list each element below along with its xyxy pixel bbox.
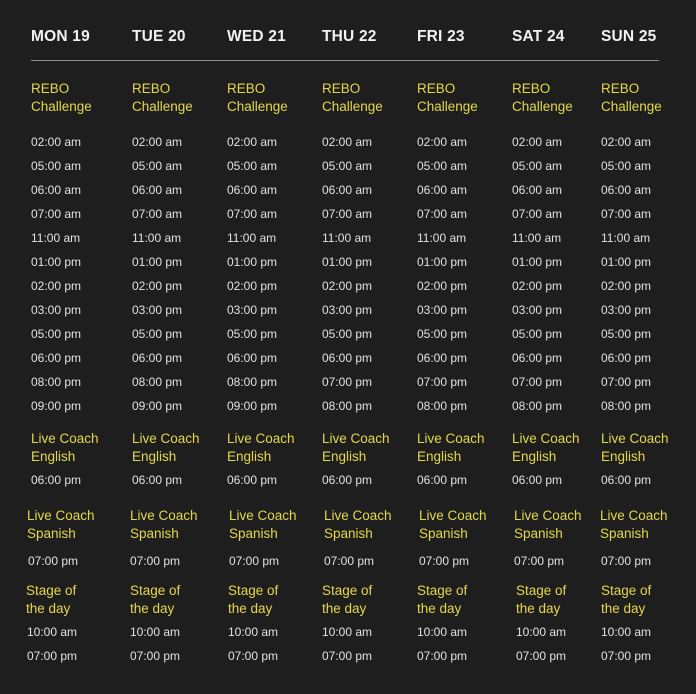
- rebo-time-slot: 01:00 pm: [417, 255, 468, 269]
- english-time-slot: 06:00 pm: [417, 473, 468, 487]
- live-coach-english-title-line2: English: [227, 449, 272, 464]
- live-coach-english-title: [132, 430, 200, 466]
- rebo-challenge-title: [31, 80, 92, 116]
- rebo-time-slot: 03:00 pm: [132, 303, 183, 317]
- live-coach-spanish-title: [514, 507, 582, 543]
- rebo-time-slot: 05:00 pm: [417, 327, 468, 341]
- stage-time-slot: 07:00 pm: [322, 649, 373, 663]
- stage-of-the-day-title-line2: the day: [601, 601, 646, 616]
- rebo-time-slot: 03:00 pm: [417, 303, 468, 317]
- live-coach-spanish-title-line2: Spanish: [419, 526, 468, 541]
- rebo-time-slot: 02:00 pm: [322, 279, 373, 293]
- rebo-time-slot: 01:00 pm: [31, 255, 82, 269]
- live-coach-spanish-title-line1: Live Coach: [27, 508, 95, 523]
- rebo-time-slot: 05:00 am: [227, 159, 278, 173]
- rebo-time-slot: 05:00 am: [601, 159, 652, 173]
- live-coach-english-title-line2: English: [31, 449, 76, 464]
- stage-of-the-day-title-line2: the day: [26, 601, 71, 616]
- header-divider: [31, 60, 659, 61]
- rebo-time-slot: 09:00 pm: [132, 399, 183, 413]
- stage-time-slot: 10:00 am: [27, 625, 78, 639]
- rebo-challenge-title-line2: Challenge: [31, 99, 92, 114]
- rebo-time-slot: 07:00 pm: [417, 375, 468, 389]
- stage-of-the-day-title: [130, 582, 180, 618]
- rebo-time-slot: 07:00 am: [132, 207, 183, 221]
- rebo-time-slot: 06:00 am: [417, 183, 468, 197]
- live-coach-english-title: [512, 430, 580, 466]
- day-header: THU 22: [322, 28, 377, 45]
- rebo-challenge-title-line2: Challenge: [132, 99, 193, 114]
- rebo-time-slot: 05:00 pm: [512, 327, 563, 341]
- rebo-time-slot: 07:00 am: [227, 207, 278, 221]
- live-coach-spanish-title-line1: Live Coach: [600, 508, 668, 523]
- live-coach-english-title-line2: English: [512, 449, 557, 464]
- stage-of-the-day-title-line1: Stage of: [130, 583, 181, 598]
- rebo-challenge-title: [601, 80, 662, 116]
- rebo-time-slot: 08:00 pm: [322, 399, 373, 413]
- stage-of-the-day-title: [322, 582, 372, 618]
- live-coach-spanish-title-line1: Live Coach: [514, 508, 582, 523]
- rebo-time-slot: 02:00 am: [322, 135, 373, 149]
- spanish-time-slot: 07:00 pm: [28, 554, 79, 568]
- rebo-challenge-title-line2: Challenge: [512, 99, 573, 114]
- stage-of-the-day-title: [26, 582, 76, 618]
- rebo-challenge-title-line1: REBO: [601, 81, 640, 96]
- rebo-challenge-title: [512, 80, 573, 116]
- stage-of-the-day-title-line2: the day: [322, 601, 367, 616]
- stage-of-the-day-title-line2: the day: [228, 601, 273, 616]
- rebo-time-slot: 05:00 pm: [322, 327, 373, 341]
- spanish-time-slot: 07:00 pm: [324, 554, 375, 568]
- live-coach-spanish-title-line2: Spanish: [130, 526, 179, 541]
- stage-of-the-day-title: [601, 582, 651, 618]
- rebo-challenge-title-line2: Challenge: [601, 99, 662, 114]
- rebo-time-slot: 08:00 pm: [512, 399, 563, 413]
- stage-time-slot: 10:00 am: [516, 625, 567, 639]
- stage-of-the-day-title-line2: the day: [417, 601, 462, 616]
- rebo-time-slot: 11:00 am: [132, 231, 182, 245]
- rebo-time-slot: 01:00 pm: [227, 255, 278, 269]
- live-coach-spanish-title: [27, 507, 95, 543]
- rebo-challenge-title: [132, 80, 193, 116]
- rebo-time-slot: 07:00 am: [417, 207, 468, 221]
- live-coach-english-title: [417, 430, 485, 466]
- live-coach-spanish-title-line2: Spanish: [324, 526, 373, 541]
- rebo-time-slot: 06:00 am: [132, 183, 183, 197]
- stage-of-the-day-title: [228, 582, 278, 618]
- rebo-time-slot: 06:00 pm: [227, 351, 278, 365]
- rebo-time-slot: 05:00 pm: [227, 327, 278, 341]
- english-time-slot: 06:00 pm: [601, 473, 652, 487]
- rebo-time-slot: 03:00 pm: [512, 303, 563, 317]
- day-header: WED 21: [227, 28, 286, 45]
- day-header: MON 19: [31, 28, 90, 45]
- rebo-time-slot: 11:00 am: [31, 231, 81, 245]
- live-coach-spanish-title: [600, 507, 668, 543]
- rebo-time-slot: 07:00 am: [512, 207, 563, 221]
- rebo-time-slot: 06:00 pm: [132, 351, 183, 365]
- live-coach-spanish-title: [419, 507, 487, 543]
- rebo-time-slot: 11:00 am: [512, 231, 562, 245]
- stage-time-slot: 10:00 am: [322, 625, 373, 639]
- live-coach-spanish-title-line2: Spanish: [600, 526, 649, 541]
- rebo-challenge-title-line1: REBO: [417, 81, 456, 96]
- stage-time-slot: 07:00 pm: [27, 649, 78, 663]
- rebo-time-slot: 06:00 am: [322, 183, 373, 197]
- live-coach-spanish-title: [229, 507, 297, 543]
- live-coach-spanish-title: [130, 507, 198, 543]
- day-header: FRI 23: [417, 28, 465, 45]
- rebo-time-slot: 02:00 pm: [601, 279, 652, 293]
- live-coach-english-title-line2: English: [132, 449, 177, 464]
- stage-of-the-day-title: [516, 582, 566, 618]
- rebo-time-slot: 01:00 pm: [322, 255, 373, 269]
- live-coach-english-title-line1: Live Coach: [132, 431, 200, 446]
- live-coach-english-title-line2: English: [417, 449, 462, 464]
- day-header: SUN 25: [601, 28, 657, 45]
- rebo-time-slot: 02:00 pm: [132, 279, 183, 293]
- rebo-time-slot: 03:00 pm: [227, 303, 278, 317]
- stage-time-slot: 07:00 pm: [417, 649, 468, 663]
- rebo-challenge-title-line2: Challenge: [322, 99, 383, 114]
- live-coach-english-title-line2: English: [601, 449, 646, 464]
- rebo-time-slot: 06:00 am: [227, 183, 278, 197]
- rebo-challenge-title-line2: Challenge: [417, 99, 478, 114]
- rebo-time-slot: 08:00 pm: [132, 375, 183, 389]
- spanish-time-slot: 07:00 pm: [601, 554, 652, 568]
- rebo-time-slot: 09:00 pm: [31, 399, 82, 413]
- spanish-time-slot: 07:00 pm: [229, 554, 280, 568]
- rebo-time-slot: 08:00 pm: [417, 399, 468, 413]
- spanish-time-slot: 07:00 pm: [419, 554, 470, 568]
- rebo-time-slot: 02:00 pm: [417, 279, 468, 293]
- rebo-time-slot: 07:00 pm: [601, 375, 652, 389]
- english-time-slot: 06:00 pm: [322, 473, 373, 487]
- rebo-time-slot: 05:00 am: [417, 159, 468, 173]
- rebo-time-slot: 06:00 pm: [417, 351, 468, 365]
- live-coach-english-title-line1: Live Coach: [601, 431, 669, 446]
- stage-of-the-day-title-line1: Stage of: [516, 583, 567, 598]
- english-time-slot: 06:00 pm: [227, 473, 278, 487]
- rebo-time-slot: 03:00 pm: [601, 303, 652, 317]
- rebo-time-slot: 06:00 am: [601, 183, 652, 197]
- rebo-time-slot: 05:00 pm: [31, 327, 82, 341]
- rebo-time-slot: 03:00 pm: [31, 303, 82, 317]
- rebo-time-slot: 07:00 pm: [322, 375, 373, 389]
- rebo-challenge-title-line1: REBO: [132, 81, 171, 96]
- rebo-challenge-title: [227, 80, 288, 116]
- stage-time-slot: 10:00 am: [417, 625, 468, 639]
- rebo-time-slot: 11:00 am: [601, 231, 651, 245]
- live-coach-spanish-title: [324, 507, 392, 543]
- english-time-slot: 06:00 pm: [512, 473, 563, 487]
- stage-of-the-day-title-line1: Stage of: [322, 583, 373, 598]
- live-coach-english-title: [227, 430, 295, 466]
- rebo-time-slot: 06:00 am: [31, 183, 82, 197]
- rebo-time-slot: 05:00 pm: [132, 327, 183, 341]
- rebo-challenge-title-line2: Challenge: [227, 99, 288, 114]
- rebo-time-slot: 11:00 am: [227, 231, 277, 245]
- rebo-time-slot: 06:00 am: [512, 183, 563, 197]
- day-header: TUE 20: [132, 28, 186, 45]
- rebo-time-slot: 03:00 pm: [322, 303, 373, 317]
- day-header: SAT 24: [512, 28, 565, 45]
- live-coach-spanish-title-line1: Live Coach: [324, 508, 392, 523]
- live-coach-english-title-line1: Live Coach: [417, 431, 485, 446]
- rebo-time-slot: 02:00 am: [417, 135, 468, 149]
- live-coach-english-title-line1: Live Coach: [227, 431, 295, 446]
- rebo-time-slot: 05:00 am: [322, 159, 373, 173]
- rebo-time-slot: 07:00 pm: [512, 375, 563, 389]
- rebo-time-slot: 01:00 pm: [132, 255, 183, 269]
- rebo-time-slot: 05:00 am: [31, 159, 82, 173]
- rebo-time-slot: 08:00 pm: [31, 375, 82, 389]
- rebo-time-slot: 02:00 am: [601, 135, 652, 149]
- stage-of-the-day-title-line1: Stage of: [228, 583, 279, 598]
- live-coach-spanish-title-line1: Live Coach: [419, 508, 487, 523]
- spanish-time-slot: 07:00 pm: [130, 554, 181, 568]
- rebo-time-slot: 05:00 am: [132, 159, 183, 173]
- rebo-time-slot: 02:00 am: [132, 135, 183, 149]
- rebo-time-slot: 06:00 pm: [512, 351, 563, 365]
- live-coach-spanish-title-line1: Live Coach: [130, 508, 198, 523]
- stage-of-the-day-title-line2: the day: [516, 601, 561, 616]
- rebo-time-slot: 02:00 am: [512, 135, 563, 149]
- rebo-challenge-title: [417, 80, 478, 116]
- rebo-time-slot: 06:00 pm: [31, 351, 82, 365]
- stage-of-the-day-title-line1: Stage of: [26, 583, 77, 598]
- live-coach-english-title-line1: Live Coach: [512, 431, 580, 446]
- rebo-time-slot: 11:00 am: [322, 231, 372, 245]
- rebo-time-slot: 02:00 pm: [512, 279, 563, 293]
- english-time-slot: 06:00 pm: [132, 473, 183, 487]
- rebo-time-slot: 06:00 pm: [601, 351, 652, 365]
- stage-of-the-day-title-line1: Stage of: [601, 583, 652, 598]
- live-coach-spanish-title-line2: Spanish: [229, 526, 278, 541]
- live-coach-spanish-title-line1: Live Coach: [229, 508, 297, 523]
- live-coach-spanish-title-line2: Spanish: [27, 526, 76, 541]
- stage-of-the-day-title-line1: Stage of: [417, 583, 468, 598]
- rebo-time-slot: 07:00 am: [31, 207, 82, 221]
- rebo-time-slot: 07:00 am: [601, 207, 652, 221]
- live-coach-english-title: [31, 430, 99, 466]
- stage-time-slot: 07:00 pm: [516, 649, 567, 663]
- rebo-challenge-title-line1: REBO: [512, 81, 551, 96]
- stage-time-slot: 07:00 pm: [130, 649, 181, 663]
- live-coach-english-title-line2: English: [322, 449, 367, 464]
- rebo-time-slot: 11:00 am: [417, 231, 467, 245]
- stage-time-slot: 07:00 pm: [601, 649, 652, 663]
- rebo-challenge-title-line1: REBO: [31, 81, 70, 96]
- live-coach-spanish-title-line2: Spanish: [514, 526, 563, 541]
- stage-time-slot: 10:00 am: [228, 625, 279, 639]
- rebo-time-slot: 08:00 pm: [601, 399, 652, 413]
- rebo-time-slot: 05:00 am: [512, 159, 563, 173]
- stage-of-the-day-title: [417, 582, 467, 618]
- rebo-time-slot: 02:00 pm: [227, 279, 278, 293]
- live-coach-english-title: [322, 430, 390, 466]
- stage-time-slot: 10:00 am: [130, 625, 181, 639]
- english-time-slot: 06:00 pm: [31, 473, 82, 487]
- rebo-time-slot: 02:00 am: [31, 135, 82, 149]
- rebo-challenge-title-line1: REBO: [227, 81, 266, 96]
- rebo-challenge-title: [322, 80, 383, 116]
- rebo-time-slot: 02:00 am: [227, 135, 278, 149]
- stage-time-slot: 10:00 am: [601, 625, 652, 639]
- rebo-time-slot: 06:00 pm: [322, 351, 373, 365]
- rebo-challenge-title-line1: REBO: [322, 81, 361, 96]
- rebo-time-slot: 02:00 pm: [31, 279, 82, 293]
- live-coach-english-title: [601, 430, 669, 466]
- rebo-time-slot: 01:00 pm: [512, 255, 563, 269]
- live-coach-english-title-line1: Live Coach: [322, 431, 390, 446]
- stage-of-the-day-title-line2: the day: [130, 601, 175, 616]
- rebo-time-slot: 08:00 pm: [227, 375, 278, 389]
- rebo-time-slot: 01:00 pm: [601, 255, 652, 269]
- rebo-time-slot: 09:00 pm: [227, 399, 278, 413]
- rebo-time-slot: 05:00 pm: [601, 327, 652, 341]
- stage-time-slot: 07:00 pm: [228, 649, 279, 663]
- rebo-time-slot: 07:00 am: [322, 207, 373, 221]
- live-coach-english-title-line1: Live Coach: [31, 431, 99, 446]
- spanish-time-slot: 07:00 pm: [514, 554, 565, 568]
